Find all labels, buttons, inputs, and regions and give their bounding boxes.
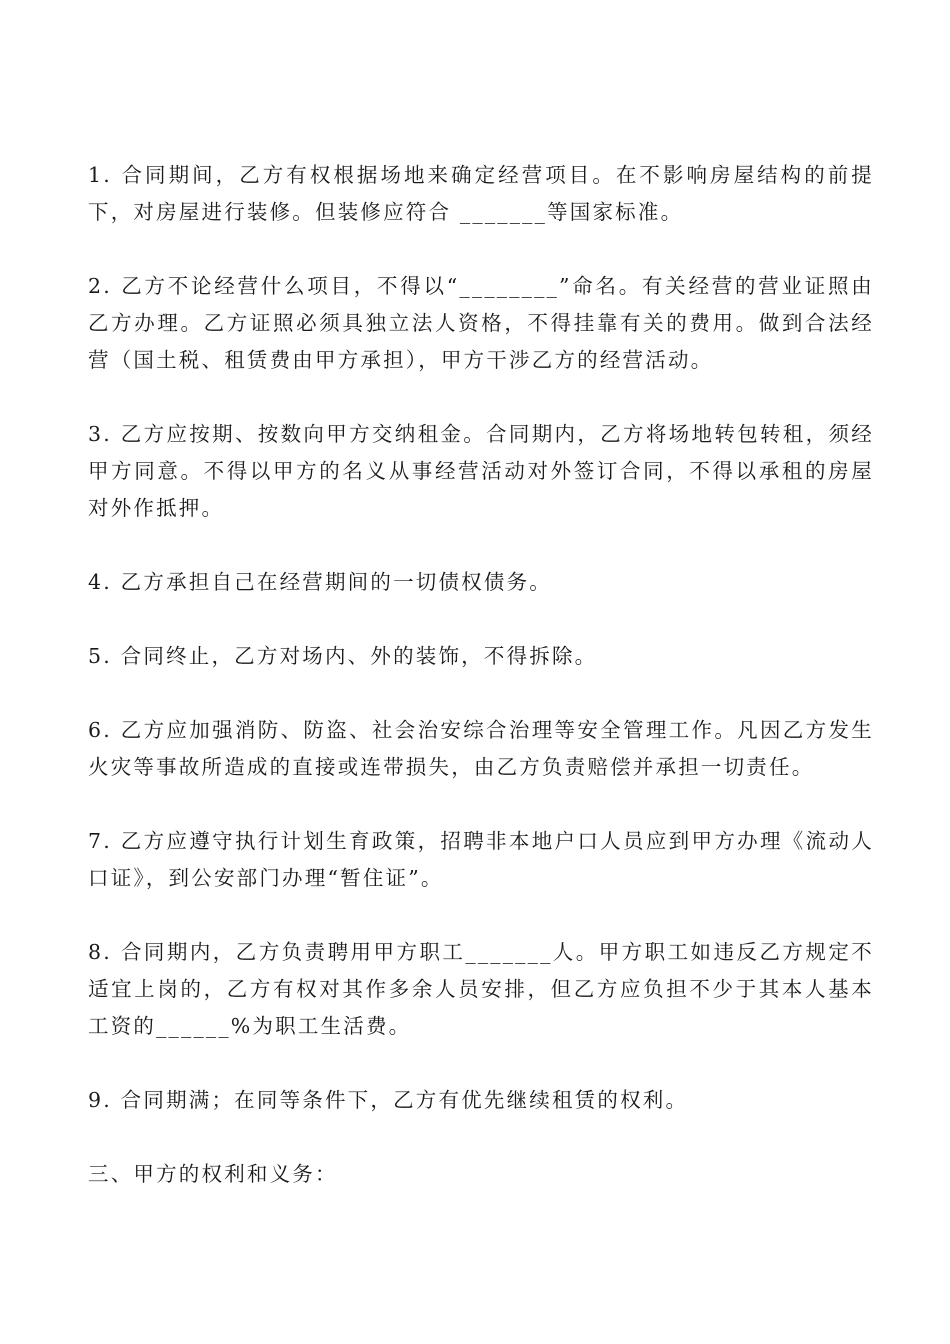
clause-3: 3. 乙方应按期、按数向甲方交纳租金。合同期内，乙方将场地转包转租，须经甲方同意。不得以甲方的名义从事经营活动对外签订合同，不得以承租的房屋对外作抵押。 <box>88 422 874 520</box>
clause-1: 1. 合同期间，乙方有权根据场地来确定经营项目。在不影响房屋结构的前提下，对房屋进行装修。但装修应符合 _______等国家标准。 <box>88 163 874 224</box>
clause-9: 9. 合同期满；在同等条件下，乙方有优先继续租赁的权利。 <box>88 1088 689 1112</box>
clause-5: 5. 合同终止，乙方对场内、外的装饰，不得拆除。 <box>88 644 598 668</box>
section-heading-party-a: 三、甲方的权利和义务： <box>88 1162 338 1186</box>
clause-4: 4. 乙方承担自己在经营期间的一切债权债务。 <box>88 570 552 594</box>
clause-8: 8. 合同期内，乙方负责聘用甲方职工_______人。甲方职工如违反乙方规定不适宜上岗的，乙方有权对其作多余人员安排，但乙方应负担不少于其本人基本工资的______%为职工生活费。 <box>88 940 874 1038</box>
clause-6: 6. 乙方应加强消防、防盗、社会治安综合治理等安全管理工作。凡因乙方发生火灾等事故所造成的直接或连带损失，由乙方负责赔偿并承担一切责任。 <box>88 718 874 779</box>
document-body <box>88 157 874 1193</box>
clause-2: 2. 乙方不论经营什么项目，不得以“________”命名。有关经营的营业证照由乙方办理。乙方证照必须具独立法人资格，不得挂靠有关的费用。做到合法经营（国土税、租赁费由甲方承担），甲方干涉乙方的经营活动。 <box>88 274 874 372</box>
clause-7: 7. 乙方应遵守执行计划生育政策，招聘非本地户口人员应到甲方办理《流动人口证》，到公安部门办理“暂住证”。 <box>88 829 874 890</box>
